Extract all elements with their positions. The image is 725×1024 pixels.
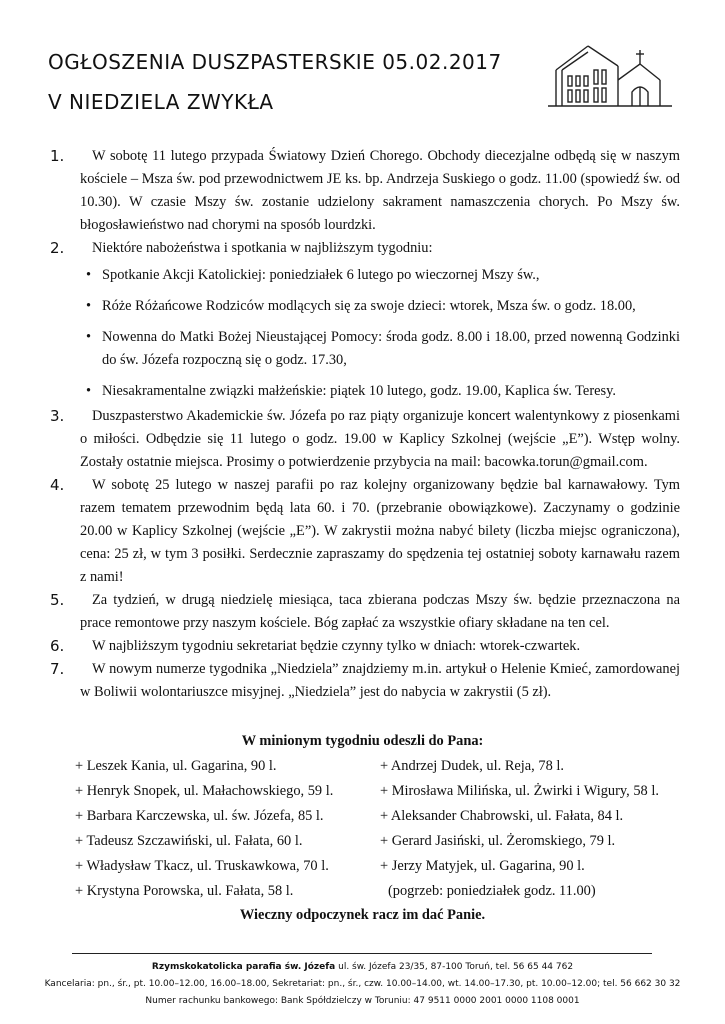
- announcement-number: 1.: [50, 147, 65, 165]
- announcement-number: 6.: [50, 637, 65, 655]
- deceased-item: + Andrzej Dudek, ul. Reja, 78 l.: [380, 758, 564, 774]
- funeral-note: (pogrzeb: poniedziałek godz. 11.00): [388, 883, 596, 899]
- deceased-item: + Krystyna Porowska, ul. Fałata, 58 l.: [75, 883, 294, 899]
- deceased-heading: W minionym tygodniu odeszli do Pana:: [241, 733, 484, 749]
- announcement-7: [50, 658, 680, 704]
- announcement-number: 2.: [50, 239, 65, 257]
- list-item: • Niesakramentalne związki małżeńskie: piątek 10 lutego, godz. 19.00, Kaplica św. Teresy.: [50, 380, 680, 403]
- deceased-item: + Władysław Tkacz, ul. Truskawkowa, 70 l.: [75, 858, 329, 874]
- list-item: • Nowenna do Matki Bożej Nieustającej Pomocy: środa godz. 8.00 i 18.00, przed nowenną Godzinki do św. Józefa rozpoczną się o godz. 17.30,: [50, 326, 680, 372]
- deceased-item: + Mirosława Milińska, ul. Żwirki i Wigury, 58 l.: [380, 783, 659, 799]
- footer-office-hours: Kancelaria: pn., śr., pt. 10.00–12.00, 16.00–18.00, Sekretariat: pn., śr., czw. 10.00–14.00, wt. 14.00–17.30, pt. 10.00–12.00; tel. 56 662 30 32: [44, 979, 681, 989]
- announcement-2: [50, 237, 680, 260]
- announcement-number: 7.: [50, 660, 65, 678]
- announcement-number: 3.: [50, 407, 65, 425]
- announcement-3: [50, 405, 680, 474]
- deceased-item: + Jerzy Matyjek, ul. Gagarina, 90 l.: [380, 858, 585, 874]
- announcement-5: [50, 589, 680, 635]
- church-logo-icon: [548, 40, 672, 108]
- page-subtitle: V NIEDZIELA ZWYKŁA: [48, 90, 274, 114]
- deceased-item: + Leszek Kania, ul. Gagarina, 90 l.: [75, 758, 277, 774]
- parish-address: ul. św. Józefa 23/35, 87-100 Toruń, tel. 56 65 44 762: [335, 962, 574, 972]
- footer-divider: [72, 953, 652, 954]
- page-title: OGŁOSZENIA DUSZPASTERSKIE 05.02.2017: [48, 50, 502, 74]
- event-list: [50, 264, 680, 403]
- deceased-item: + Tadeusz Szczawiński, ul. Fałata, 60 l.: [75, 833, 303, 849]
- list-item: • Róże Różańcowe Rodziców modlących się za swoje dzieci: wtorek, Msza św. o godz. 18.00,: [50, 295, 680, 318]
- deceased-item: + Aleksander Chabrowski, ul. Fałata, 84 l.: [380, 808, 624, 824]
- announcement-text: W sobotę 25 lutego w naszej parafii po raz kolejny organizowany będzie bal karnawałowy. Tym razem tematem przewodnim będą lata 60. i 70. (przebranie obowiązkowe). Zaczynamy o godzinie 20.00 w Kaplicy Szkolnej (wejście „E”). W zakrystii można nabyć bilety (liczba miejsc ograniczona), cena: 25 zł, w tym 3 posiłki. Serdecznie zapraszamy do spędzenia tej ostatniej soboty karnawału razem z nami!: [80, 477, 680, 585]
- announcement-1: [50, 145, 680, 237]
- announcement-text: Duszpasterstwo Akademickie św. Józefa po raz piąty organizuje koncert walentynkowy z piosenkami o miłości. Odbędzie się 11 lutego o godz. 19.00 w Kaplicy Szkolnej (wejście „E”). Wstęp wolny. Zostały ostatnie miejsca. Prosimy o potwierdzenie przybycia na mail: bacowka.torun@gmail.com.: [80, 408, 680, 470]
- footer-bank-account: Numer rachunku bankowego: Bank Spółdzielczy w Toruniu: 47 9511 0000 2001 0000 1108 0001: [145, 996, 580, 1006]
- deceased-item: + Gerard Jasiński, ul. Żeromskiego, 79 l.: [380, 833, 616, 849]
- announcement-text: Za tydzień, w drugą niedzielę miesiąca, taca zbierana podczas Mszy św. będzie przeznaczona na prace remontowe przy naszym kościele. Bóg zapłać za wszystkie ofiary składane na ten cel.: [80, 592, 680, 631]
- list-item: • Spotkanie Akcji Katolickiej: poniedziałek 6 lutego po wieczornej Mszy św.,: [50, 264, 680, 287]
- deceased-item: + Henryk Snopek, ul. Małachowskiego, 59 l.: [75, 783, 334, 799]
- announcement-text: Niektóre nabożeństwa i spotkania w najbliższym tygodniu:: [92, 240, 433, 256]
- closing-prayer: Wieczny odpoczynek racz im dać Panie.: [239, 907, 486, 923]
- announcement-6: [50, 635, 680, 658]
- announcement-text: W sobotę 11 lutego przypada Światowy Dzień Chorego. Obchody diecezjalne odbędą się w naszym kościele – Msza św. pod przewodnictwem JE ks. bp. Andrzeja Suskiego o godz. 11.00 (spowiedź św. od 10.30). W czasie Mszy św. zostanie udzielony sakrament namaszczenia chorych. Po Mszy św. błogosławieństwo nad chorymi na sposób lourdzki.: [80, 148, 680, 233]
- announcements-list: [50, 145, 680, 704]
- announcement-text: W najbliższym tygodniu sekretariat będzie czynny tylko w dniach: wtorek-czwartek.: [92, 638, 581, 654]
- announcement-4: [50, 474, 680, 589]
- announcement-text: W nowym numerze tygodnika „Niedziela” znajdziemy m.in. artykuł o Helenie Kmieć, zamordowanej w Boliwii wolontariuszce misyjnej. „Niedziela” jest do nabycia w zakrystii (5 zł).: [80, 661, 680, 700]
- footer-parish: [0, 962, 725, 972]
- announcement-number: 4.: [50, 476, 65, 494]
- announcement-number: 5.: [50, 591, 65, 609]
- deceased-item: + Barbara Karczewska, ul. św. Józefa, 85 l.: [75, 808, 324, 824]
- parish-name: Rzymskokatolicka parafia św. Józefa: [151, 962, 336, 972]
